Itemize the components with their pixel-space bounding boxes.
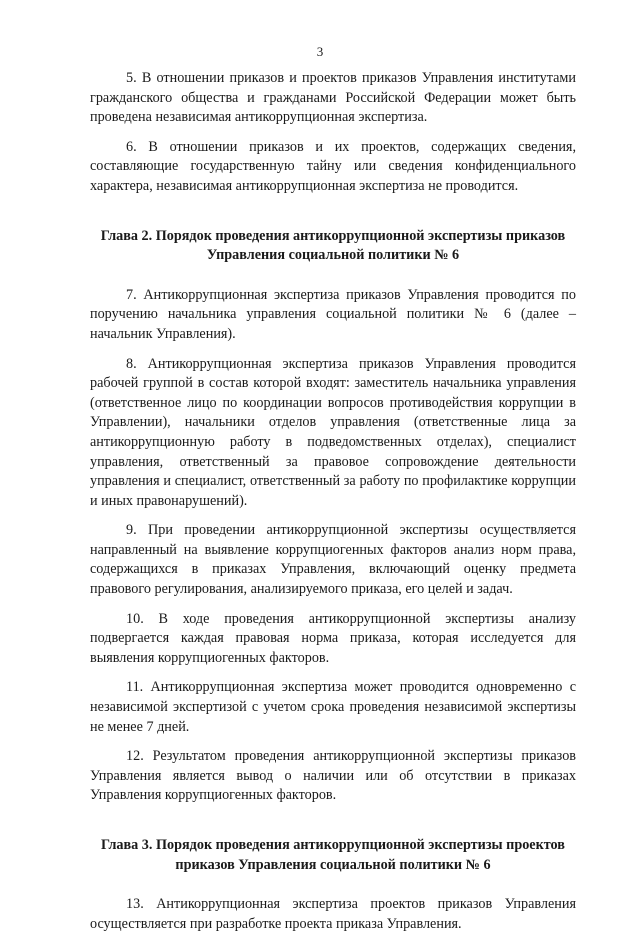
paragraph-12: 12. Результатом проведения антикоррупционной экспертизы приказов Управления является вывод о наличии или об отсутствии в приказах Управления коррупциогенных факторов. <box>90 748 576 804</box>
paragraph-10: 10. В ходе проведения антикоррупционной экспертизы анализу подвергается каждая правовая норма приказа, которая исследуется для выявления коррупциогенных факторов. <box>90 610 576 666</box>
paragraph-13: 13. Антикоррупционная экспертиза проектов приказов Управления осуществляется при разработке проекта приказа Управления. <box>90 896 576 932</box>
chapter-3-heading: Глава 3. Порядок проведения антикоррупционной экспертизы проектов приказов Управления социальной политики № 6 <box>101 837 565 873</box>
paragraph-11: 11. Антикоррупционная экспертиза может проводится одновременно с независимой экспертизой с учетом срока проведения независимой экспертизы не менее 7 дней. <box>90 679 576 735</box>
page-number: 3 <box>316 44 324 59</box>
paragraph-6: 6. В отношении приказов и их проектов, содержащих сведения, составляющие государственную тайну или сведения конфиденциального характера, независимая антикоррупционная экспертиза не проводится. <box>90 138 576 194</box>
paragraph-9: 9. При проведении антикоррупционной экспертизы осуществляется направленный на выявление коррупциогенных факторов анализ норм права, содержащихся в приказах Управления, включающий оценку предмета правового регулирования, анализируемого приказа, его целей и задач. <box>90 522 576 598</box>
paragraph-5: 5. В отношении приказов и проектов приказов Управления институтами гражданского общества и гражданами Российской Федерации может быть проведена независимая антикоррупционная экспертиза. <box>90 70 576 126</box>
paragraph-8: 8. Антикоррупционная экспертиза приказов Управления проводится рабочей группой в состав которой входят: заместитель начальника управления (ответственное лицо по координации вопросов противодействия коррупции в Управлении), начальники отделов управления (ответственные лица за антикоррупционную работу в подведомственных отделах), специалист управления, ответственный за правовое сопровождение деятельности управления и специалист, ответственный за работу по профилактике коррупции и иных правонарушений). <box>90 355 576 509</box>
paragraph-7: 7. Антикоррупционная экспертиза приказов Управления проводится по поручению начальника управления социальной политики № 6 (далее – начальник Управления). <box>90 286 576 342</box>
document-body <box>90 69 576 944</box>
chapter-2-heading: Глава 2. Порядок проведения антикоррупционной экспертизы приказов Управления социальной политики № 6 <box>100 227 566 264</box>
